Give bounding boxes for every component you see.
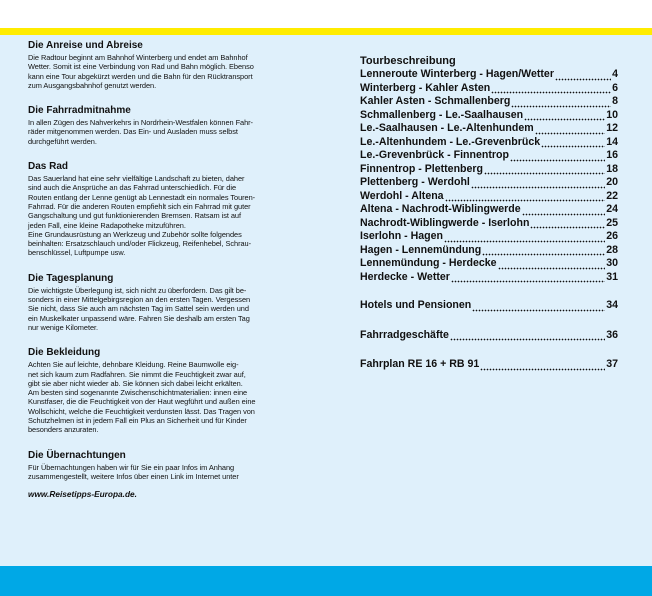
toc-entry[interactable] — [360, 163, 618, 177]
toc-entry[interactable] — [360, 358, 618, 372]
toc-entry-label: Winterberg - Kahler Asten — [360, 81, 491, 94]
toc-entry[interactable] — [360, 149, 618, 163]
toc-entry-page: 37 — [606, 358, 618, 370]
toc-dot-leader — [535, 122, 606, 136]
toc-entry[interactable] — [360, 217, 618, 231]
toc-entry[interactable] — [360, 271, 618, 285]
toc-entry-page: 14 — [606, 135, 618, 148]
toc-entry-page: 34 — [606, 299, 618, 311]
toc-entry-label: Finnentrop - Plettenberg — [360, 162, 484, 175]
toc-entry-label: Fahrplan RE 16 + RB 91 — [360, 358, 480, 370]
toc-list — [360, 68, 618, 284]
toc-entry-page: 10 — [606, 108, 618, 121]
toc-dot-leader — [541, 136, 605, 150]
bottom-band — [0, 566, 652, 596]
toc-dot-leader — [491, 82, 611, 96]
toc-entry[interactable] — [360, 190, 618, 204]
toc-entry-page: 22 — [606, 189, 618, 202]
toc-entry-label: Nachrodt-Wiblingwerde - Iserlohn — [360, 216, 530, 229]
toc-dot-leader — [450, 329, 605, 343]
toc-entry-label: Lenneroute Winterberg - Hagen/Wetter — [360, 68, 554, 80]
toc-entry[interactable] — [360, 230, 618, 244]
section-heading: Die Anreise und Abreise — [28, 40, 143, 51]
toc-entry-page: 18 — [606, 162, 618, 175]
toc-entry[interactable] — [360, 122, 618, 136]
toc-entry-page: 25 — [606, 216, 618, 229]
toc-entry-page: 31 — [606, 270, 618, 283]
toc-dot-leader — [522, 203, 606, 217]
toc-entry-page: 26 — [606, 230, 618, 242]
toc-entry-page: 16 — [606, 149, 618, 161]
section-bekleidung — [28, 347, 300, 434]
yellow-stripe — [0, 28, 652, 35]
toc-extras — [360, 299, 618, 372]
toc-entry-label: Schmallenberg - Le.-Saalhausen — [360, 108, 524, 121]
section-text: Das Sauerland hat eine sehr vielfältige Landschaft zu bieten, daher sind auch die Ansprüche an das Fahrrad unterschiedlich. Für die Routen entlang der Lenne genügt ab Lennestadt ein normales Touren- Fahrrad. Für die anderen Routen empfiehlt sich ein Fahrrad mit guter Gangschaltung und gut funktionierenden Bremsen. Ratsam ist auf jeden Fall, eine kleine Radapotheke mitzuführen. Eine Grundausrüstung an Werkzeug und Zubehör sollte folgendes beinhalten: Ersatzschlauch und/oder Flickzeug, Reifenhebel, Schrau- benschlüssel, Luftpumpe usw. — [28, 174, 256, 258]
toc-entry[interactable] — [360, 82, 618, 96]
section-anreise — [28, 40, 300, 90]
section-heading: Die Übernachtungen — [28, 449, 126, 461]
section-fahrradmitnahme — [28, 105, 300, 146]
section-text: Für Übernachtungen haben wir für Sie ein paar Infos im Anhang zusammengestellt, weitere Infos über einen Link im Internet unter — [28, 462, 239, 481]
section-text: Achten Sie auf leichte, dehnbare Kleidung. Reine Baumwolle eig- net sich kaum zum Radfahren. Sie nimmt die Feuchtigkeit zwar auf, gibt sie aber nicht wieder ab. Sie können sich dabei leicht erkälten. Am besten sind sogenannte Zwischenschichtmaterialien: innen eine Kunstfaser, die die Feuchtigkeit von der Haut wegführt und außen eine Wollschicht, welche die Feuchtigkeit verdunsten lässt. Das Tragen von Schutzhelmen ist in jedem Fall ein Plus an Sicherheit und für Kinder besonders anzuraten. — [28, 360, 256, 435]
section-text: Die wichtigste Überlegung ist, sich nicht zu überfordern. Das gilt be- sonders in einer Mittelgebirgsregion an den ersten Tagen. Vergessen Sie nicht, dass Sie auch am nächsten Tag im Sattel sein werden und ein Muskelkater unpassend wäre. Fahren Sie deshalb am ersten Tag nur wenige Kilometer. — [28, 285, 251, 332]
toc-entry-label: Fahrradgeschäfte — [360, 328, 449, 341]
toc-entry-label: Le.-Saalhausen - Le.-Altenhundem — [360, 122, 534, 134]
toc-entry-page: 30 — [606, 257, 618, 269]
toc-dot-leader — [445, 190, 606, 204]
toc-entry[interactable] — [360, 257, 618, 271]
section-text: Die Radtour beginnt am Bahnhof Winterberg und endet am Bahnhof Wetter. Somit ist eine Verbindung von Rad und Bahn möglich. Ebenso kann eine Tour abgekürzt werden und die Bahn für den Rücktransport zum Ausgangsbahnhof genutzt werden. — [28, 53, 254, 90]
section-uebernachtungen — [28, 450, 300, 500]
toc-entry-label: Le.-Altenhundem - Le.-Grevenbrück — [360, 135, 541, 148]
toc-dot-leader — [472, 299, 605, 313]
toc-title: Tourbeschreibung — [360, 55, 456, 67]
section-heading: Die Bekleidung — [28, 347, 101, 359]
section-heading: Das Rad — [28, 161, 69, 173]
toc-dot-leader — [511, 95, 611, 109]
toc-entry[interactable] — [360, 136, 618, 150]
toc-entry-page: 20 — [606, 176, 618, 188]
toc-entry-page: 12 — [606, 122, 618, 134]
toc-entry-label: Iserlohn - Hagen — [360, 230, 443, 242]
toc-entry-page: 24 — [606, 203, 618, 215]
toc-entry[interactable] — [360, 176, 618, 190]
toc-entry-label: Le.-Grevenbrück - Finnentrop — [360, 149, 509, 161]
toc-dot-leader — [524, 109, 605, 123]
website-link[interactable]: www.Reisetipps-Europa.de. — [28, 489, 137, 500]
toc-dot-leader — [530, 217, 605, 231]
toc-dot-leader — [480, 358, 605, 372]
top-band — [0, 0, 652, 28]
toc-entry-page: 6 — [612, 81, 618, 94]
toc-entry-label: Herdecke - Wetter — [360, 270, 450, 283]
section-heading: Die Fahrradmitnahme — [28, 105, 131, 117]
toc-entry-label: Kahler Asten - Schmallenberg — [360, 95, 511, 107]
toc-entry[interactable] — [360, 68, 618, 82]
toc-dot-leader — [510, 149, 605, 163]
toc-entry[interactable] — [360, 109, 618, 123]
section-heading: Die Tagesplanung — [28, 272, 114, 284]
toc-entry[interactable] — [360, 299, 618, 313]
section-text: In allen Zügen des Nahverkehrs in Nordrhein-Westfalen können Fahr- räder mitgenommen werden. Das Ein- und Ausladen muss selbst durchgeführt werden. — [28, 118, 253, 146]
section-rad — [28, 161, 300, 258]
toc-dot-leader — [484, 163, 605, 177]
toc-dot-leader — [482, 244, 605, 258]
toc-dot-leader — [498, 257, 606, 271]
toc-entry-page: 36 — [606, 328, 618, 341]
table-of-contents — [360, 54, 618, 372]
toc-dot-leader — [451, 271, 605, 285]
toc-entry-label: Plettenberg - Werdohl — [360, 176, 470, 188]
toc-dot-leader — [555, 68, 611, 82]
toc-entry-page: 4 — [612, 68, 618, 80]
info-column — [28, 40, 300, 510]
toc-entry-label: Altena - Nachrodt-Wiblingwerde — [360, 203, 521, 215]
toc-entry[interactable] — [360, 203, 618, 217]
toc-entry[interactable] — [360, 95, 618, 109]
toc-dot-leader — [444, 230, 605, 244]
toc-entry-label: Hotels und Pensionen — [360, 299, 472, 311]
toc-entry-page: 8 — [612, 95, 618, 107]
toc-entry-page: 28 — [606, 243, 618, 256]
toc-dot-leader — [471, 176, 605, 190]
toc-entry[interactable] — [360, 329, 618, 343]
toc-entry-label: Lennemündung - Herdecke — [360, 257, 497, 269]
toc-entry[interactable] — [360, 244, 618, 258]
toc-entry-label: Hagen - Lennemündung — [360, 243, 482, 256]
section-tagesplanung — [28, 273, 300, 332]
toc-entry-label: Werdohl - Altena — [360, 189, 444, 202]
